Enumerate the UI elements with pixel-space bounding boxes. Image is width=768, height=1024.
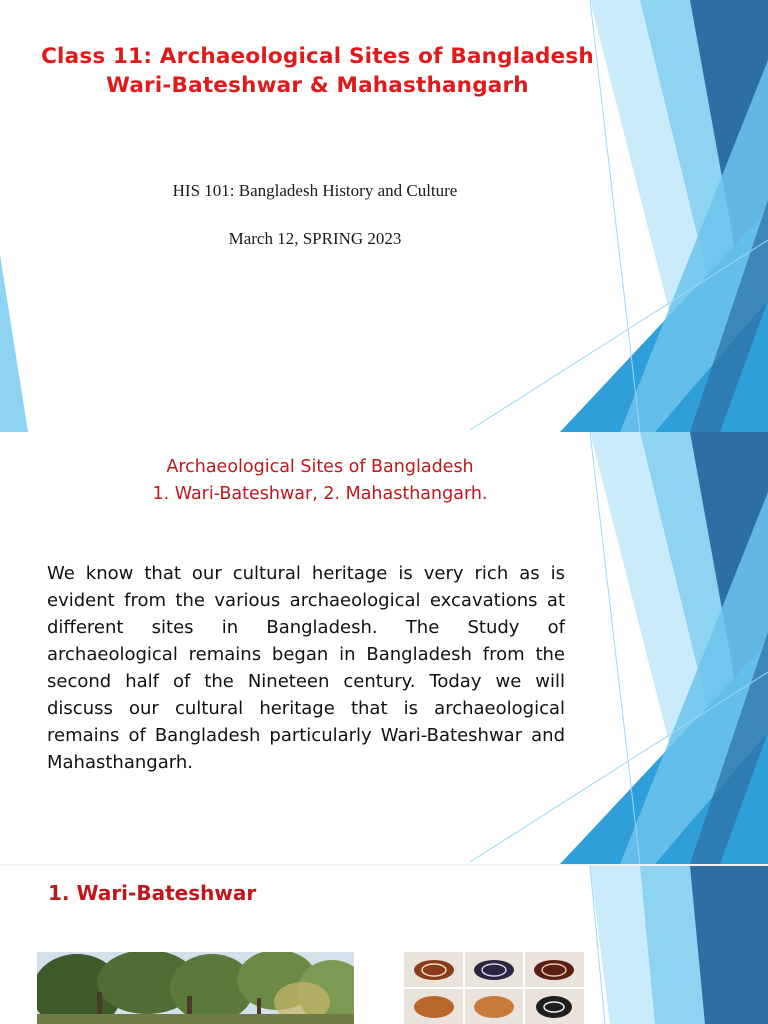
slide1-title-line2: Wari-Bateshwar & Mahasthangarh [106,73,529,98]
etched-beads-photo [404,952,584,1024]
slide3-heading: 1. Wari-Bateshwar [48,881,257,905]
wari-bateshwar-slide [0,866,768,1024]
lecture-date: March 12, SPRING 2023 [228,229,402,248]
landscape-trees-photo [37,952,354,1024]
slide2-title-line1: Archaeological Sites of Bangladesh [166,457,474,477]
slide2-title-line2: 1. Wari-Bateshwar, 2. Mahasthangarh. [152,484,488,504]
intro-slide [0,432,768,864]
slide2-body-text: We know that our cultural heritage is very rich as is evident from the various archaeological excavations at different sites in Bangladesh. The Study of archaeological remains began in Bangladesh from the second half of the Nineteen century. Today we will discuss our cultural heritage that is archaeological remains of Bangladesh particularly Wari-Bateshwar and Mahasthangarh. [47,563,565,773]
course-name: HIS 101: Bangladesh History and Culture [172,181,458,200]
slide2-title [95,454,545,508]
title-slide [0,0,768,432]
slide1-title-line1: Class 11: Archaeological Sites of Bangladesh [41,44,594,69]
slide1-title [30,42,605,100]
